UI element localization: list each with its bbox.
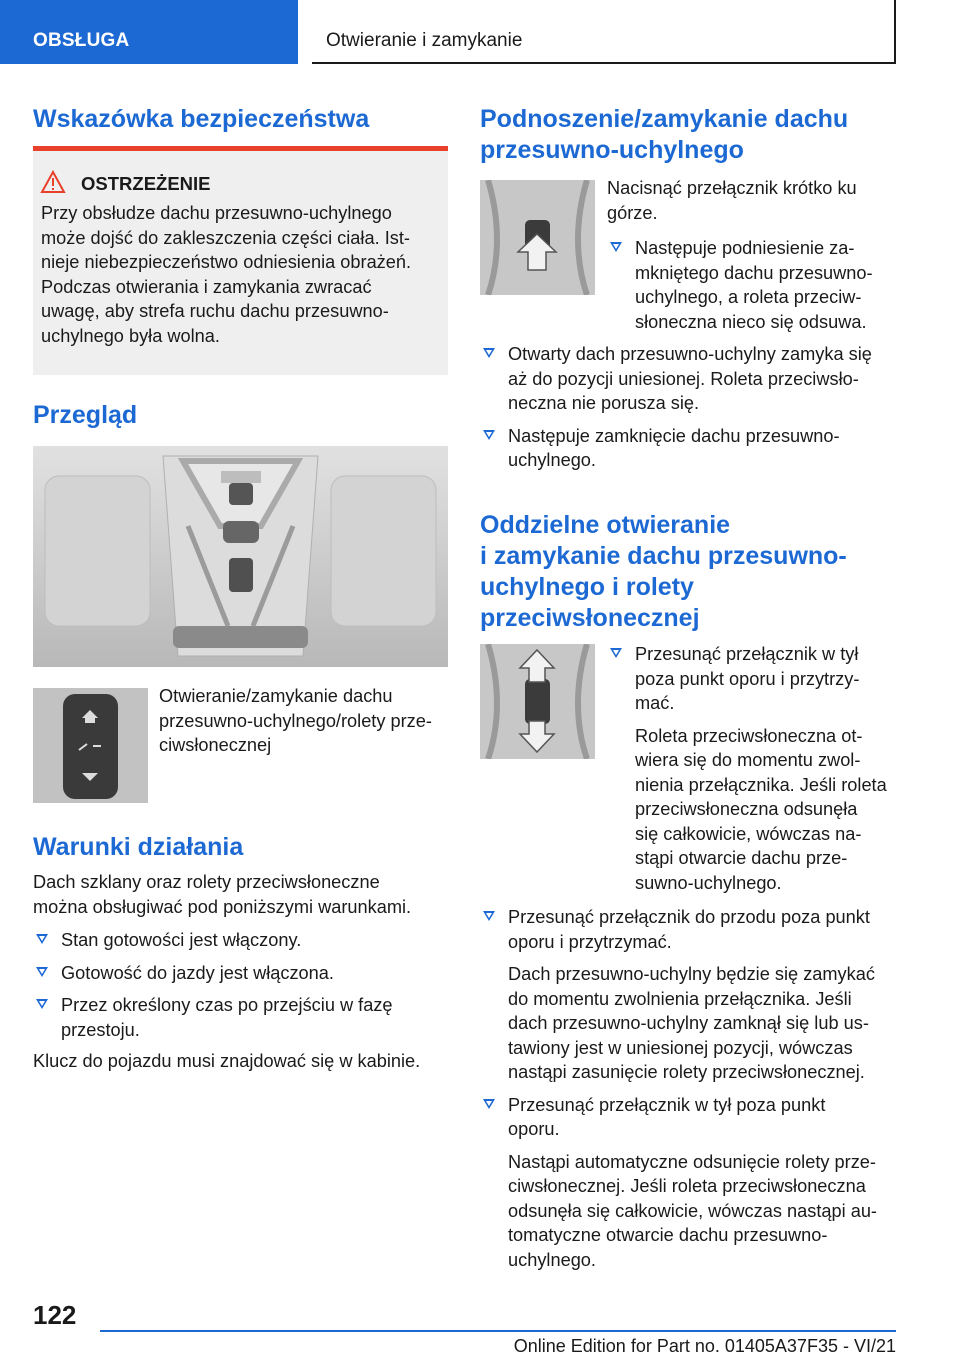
warning-line: nieje niebezpieczeństwo odniesienia obrażeń. [41,252,412,272]
page-number: 122 [33,1300,77,1330]
chapter-title: Otwieranie i zamykanie [312,0,896,64]
heading-line: Oddzielne otwieranie [480,511,731,539]
list-item-note [508,962,900,1085]
bullet-triangle-icon [483,348,495,358]
note-line: Dach przesuwno-uchylny będzie się zamykać [508,964,875,984]
roof-switch-image [33,688,148,803]
warning-triangle-icon [40,170,66,194]
list-item-text: oporu. [508,1119,560,1139]
list-item [607,642,899,895]
note-line: suwno-uchylnego. [635,872,782,893]
list-item-note [508,1150,900,1273]
switch-caption [159,684,449,758]
note-line: uchylnego. [508,1249,596,1270]
list-item-text: Stan gotowości jest włączony. [61,930,302,950]
lift-intro [607,176,897,225]
list-item [480,905,900,1085]
header-divider [298,0,300,64]
list-item [480,342,900,416]
list-item-text: aż do pozycji uniesionej. Roleta przeciwsło- [508,368,859,389]
note-line: przeciwsłoneczna odsunęła [635,799,858,819]
warning-box [33,146,448,375]
bullet-triangle-icon [610,242,622,252]
warning-line: Przy obsłudze dachu przesuwno-uchylnego [41,203,392,223]
lift-list [480,342,900,473]
note-line: nastąpi zasunięcie rolety przeciwsłonecznej. [508,1062,865,1082]
separate-list-a [607,642,899,895]
caption-line: Otwieranie/zamykanie dachu [159,686,393,706]
note-line: odsunęła się całkowicie, wówczas nastąpi au- [508,1200,877,1221]
bullet-triangle-icon [36,999,48,1009]
separate-list-b [480,905,900,1272]
bullet-triangle-icon [483,1099,495,1109]
note-line: Roleta przeciwsłoneczna ot- [635,725,863,746]
caption-line: ciwsłonecznej [159,735,272,755]
heading-line: i zamykanie dachu przesuwno- [480,542,847,570]
list-item-text: mkniętego dachu przesuwno- [635,262,873,283]
intro-line: górze. [607,202,658,223]
list-item-text: uchylnego. [508,450,596,470]
list-item-text: przestoju. [61,1019,140,1040]
separate-heading [480,510,900,634]
note-line: do momentu zwolnienia przełącznika. Jeśli [508,988,852,1009]
heading-line: przeciwsłonecznej [480,604,700,632]
edition-note: Online Edition for Part no. 01405A37F35 - VI/21 [513,1336,896,1356]
list-item [607,236,897,334]
list-item-text: Gotowość do jazdy jest włączona. [61,962,334,983]
list-item-text: Przesunąć przełącznik w tył poza punkt [508,1094,826,1115]
list-item-note [635,724,899,896]
list-item-text: mać. [635,693,675,713]
list-item [480,1093,900,1273]
bullet-triangle-icon [36,967,48,977]
conditions-intro [33,870,453,919]
list-item-text: Przesunąć przełącznik w tył [635,644,859,664]
bullet-triangle-icon [36,934,48,944]
heading-line: uchylnego i rolety [480,573,694,601]
list-item [480,424,900,473]
note-line: dach przesuwno-uchylny zamknął się lub us- [508,1013,869,1033]
heading-line: Podnoszenie/zamykanie dachu [480,105,849,133]
bullet-triangle-icon [610,648,622,658]
overview-heading: Przegląd [33,401,138,429]
caption-line: przesuwno-uchylnego/rolety prze- [159,710,432,731]
lift-heading [480,104,900,166]
list-item-text: Przez określony czas po przejściu w fazę [61,995,393,1015]
list-item-text: Przesunąć przełącznik do przodu poza punkt [508,907,870,927]
conditions-list [33,928,453,1042]
note-line: tawiony jest w uniesionej pozycji, wówczas [508,1037,853,1058]
note-line: wiera się do momentu zwol- [635,750,861,770]
key-note: Klucz do pojazdu musi znajdować się w kabinie. [33,1051,421,1071]
section-tab: OBSŁUGA [0,0,298,64]
warning-line: może dojść do zakleszczenia części ciała. Ist- [41,227,410,248]
note-line: ciwsłonecznej. Jeśli roleta przeciwsłoneczna [508,1176,866,1196]
list-item-text: poza punkt oporu i przytrzy- [635,668,860,689]
lift-result [607,236,897,334]
switch-up-image [480,180,595,295]
conditions-heading: Warunki działania [33,833,244,861]
note-line: się całkowicie, wówczas na- [635,823,862,844]
note-line: stąpi otwarcie dachu prze- [635,848,848,868]
list-item [33,993,453,1042]
bullet-triangle-icon [483,430,495,440]
list-item-text: oporu i przytrzymać. [508,931,672,952]
intro-line: Dach szklany oraz rolety przeciwsłoneczne [33,872,380,892]
warning-title: OSTRZEŻENIE [81,173,211,194]
list-item [33,928,453,953]
warning-line: uwagę, aby strefa ruchu dachu przesuwno- [41,301,389,321]
list-item-text: Następuje podniesienie za- [635,238,855,258]
warning-line: uchylnego była wolna. [41,325,220,346]
note-line: nienia przełącznika. Jeśli roleta [635,774,887,795]
safety-heading: Wskazówka bezpieczeństwa [33,105,370,133]
heading-line: przesuwno-uchylnego [480,136,744,164]
list-item-text: uchylnego, a roleta przeciw- [635,287,862,307]
footer-rule [100,1330,896,1332]
list-item [33,961,453,986]
list-item-text: Następuje zamknięcie dachu przesuwno- [508,425,840,446]
warning-line: Podczas otwierania i zamykania zwracać [41,276,372,297]
switch-slide-image [480,644,595,759]
note-line: tomatyczne otwarcie dachu przesuwno- [508,1225,828,1245]
list-item-text: Otwarty dach przesuwno-uchylny zamyka się [508,344,872,364]
roof-console-image [33,446,448,667]
note-line: Nastąpi automatyczne odsunięcie rolety prze- [508,1151,876,1172]
intro-line: można obsługiwać pod poniższymi warunkami. [33,896,412,917]
intro-line: Nacisnąć przełącznik krótko ku [607,178,857,198]
list-item-text: neczna nie porusza się. [508,393,700,413]
list-item-text: słoneczna nieco się odsuwa. [635,311,867,332]
warning-text [41,201,436,348]
bullet-triangle-icon [483,911,495,921]
